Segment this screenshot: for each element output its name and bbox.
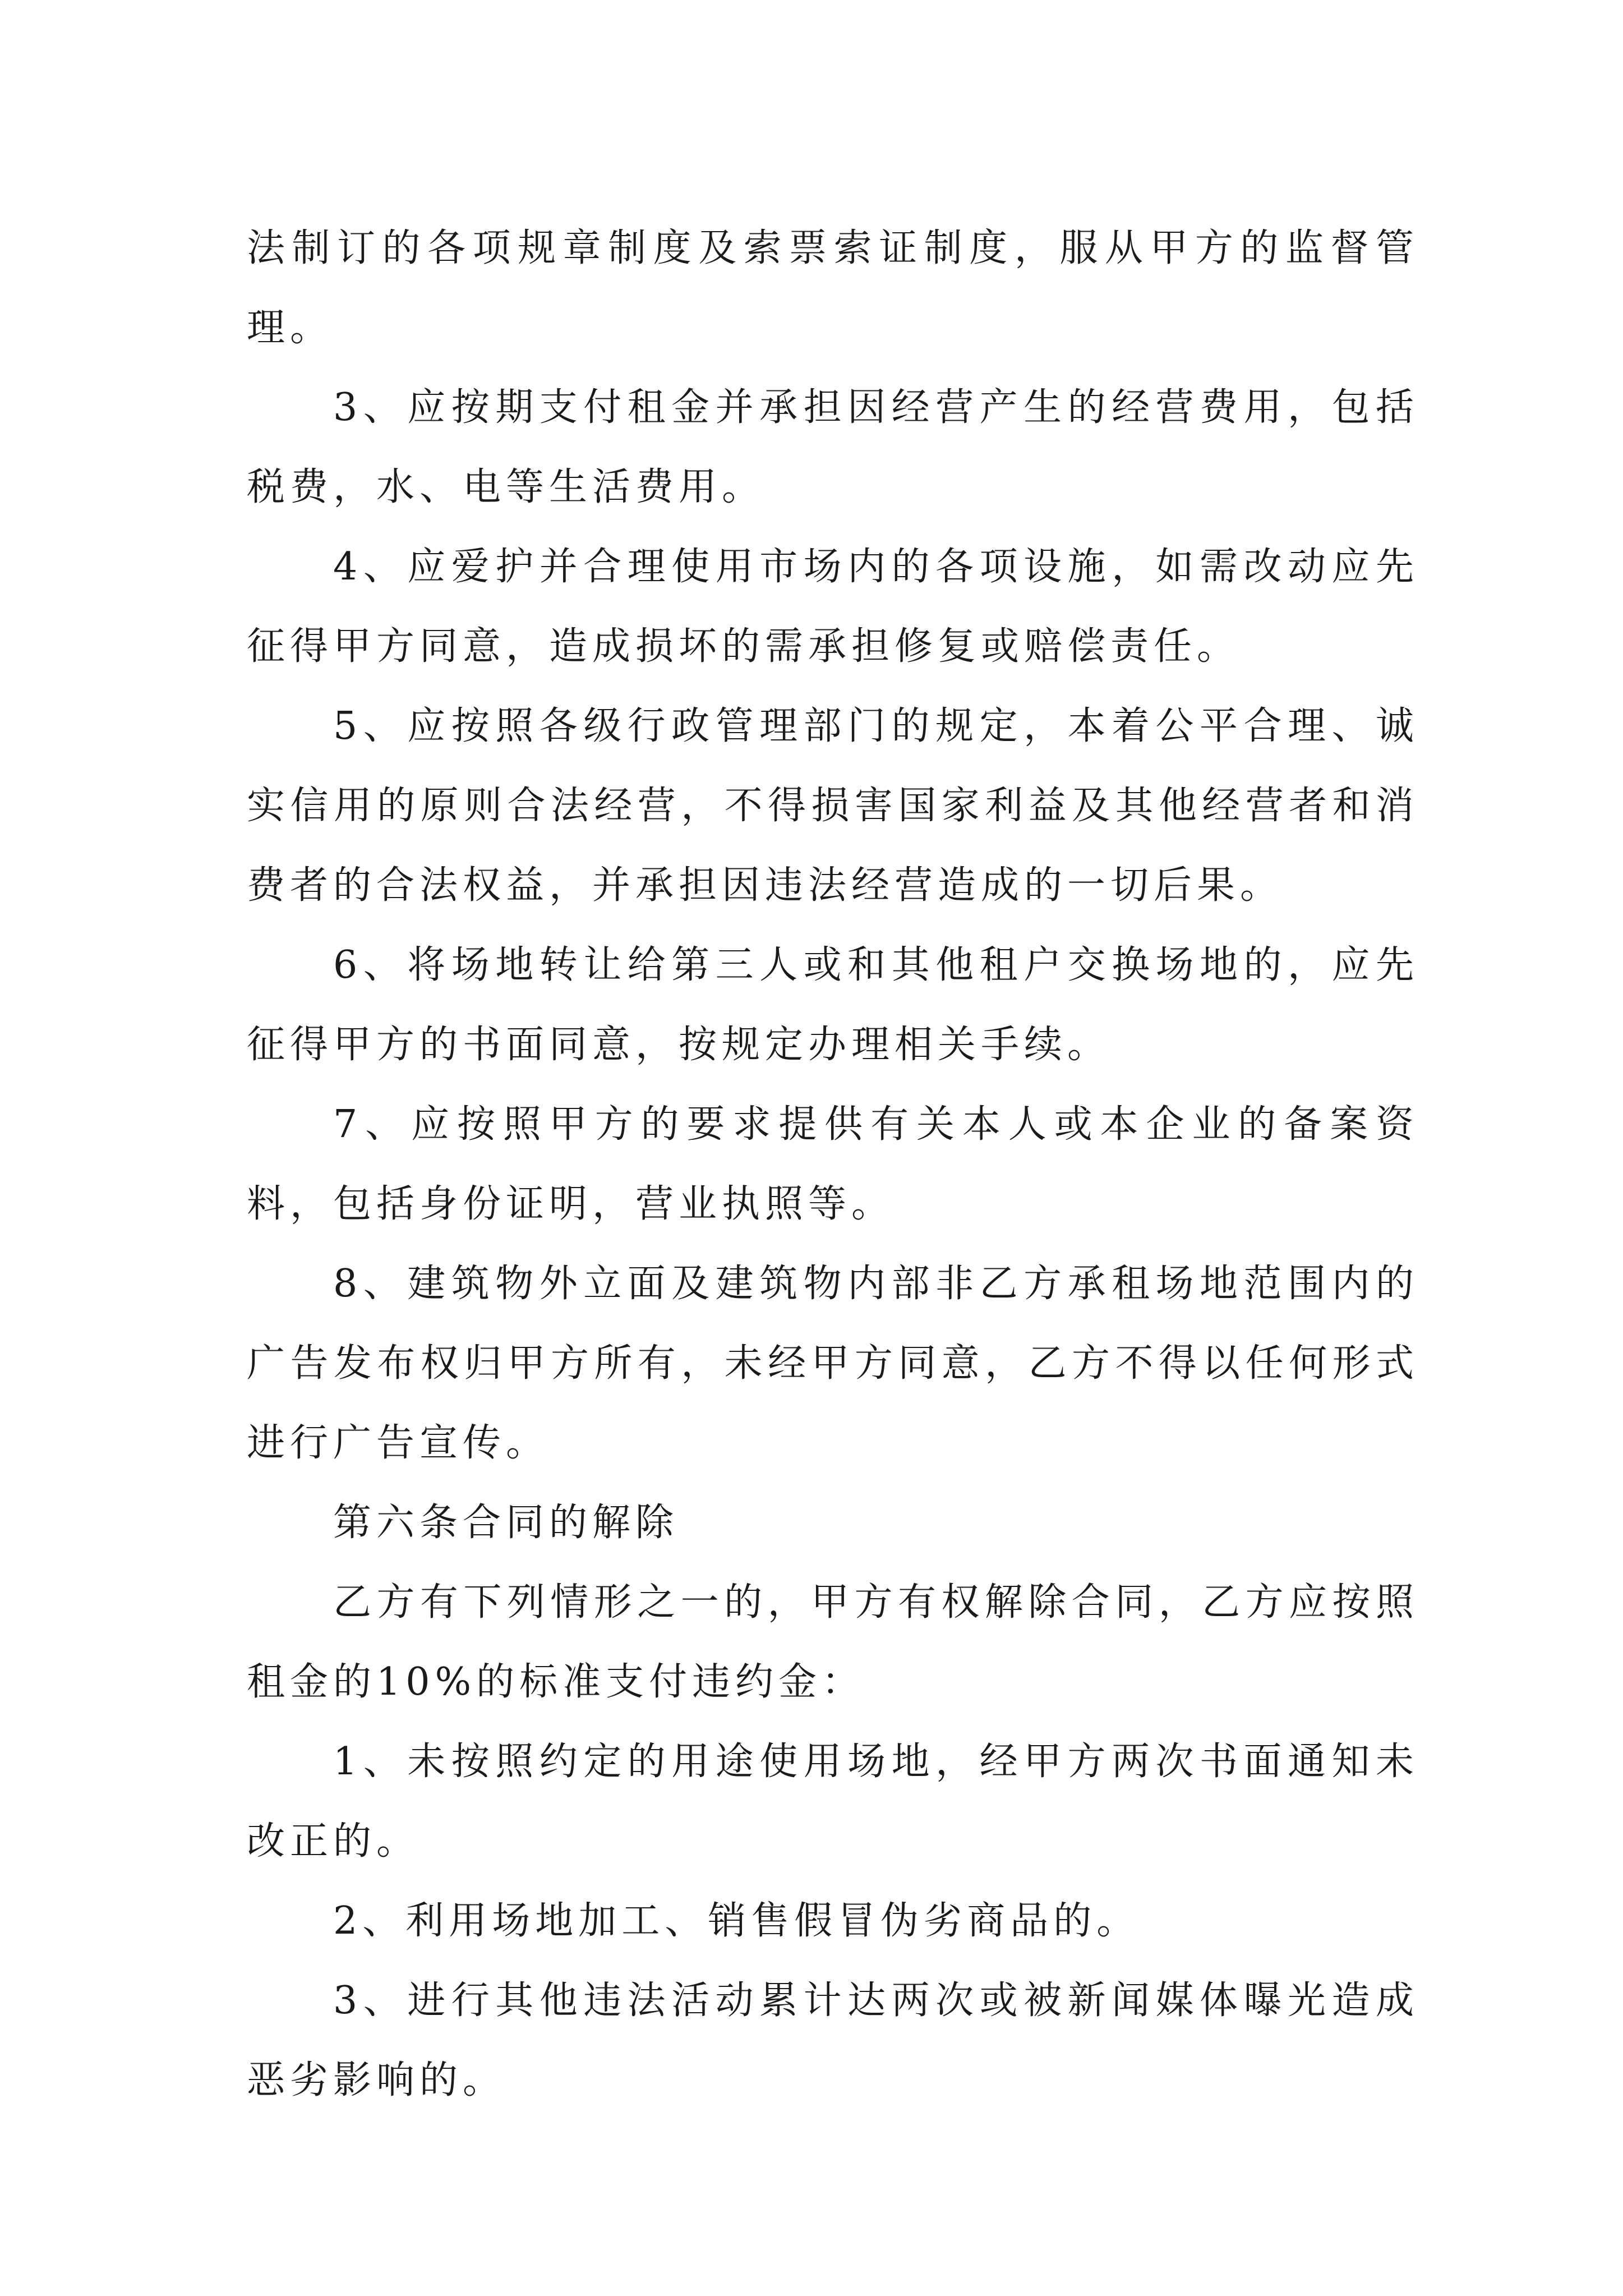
paragraph-termination-2: 2、利用场地加工、销售假冒伪劣商品的。 [333, 1899, 1140, 1943]
paragraph-item-4: 4、应爱护并合理使用市场内的各项设施，如需改动应先征得甲方同意，造成损坏的需承担修复或赔偿责任。 [247, 545, 1419, 669]
paragraph-item-8: 8、建筑物外立面及建筑物内部非乙方承租场地范围内的广告发布权归甲方所有，未经甲方同意，乙方不得以任何形式进行广告宣传。 [247, 1262, 1419, 1465]
paragraph-termination-1: 1、未按照约定的用途使用场地，经甲方两次书面通知未改正的。 [247, 1740, 1419, 1864]
paragraph-item-6: 6、将场地转让给第三人或和其他租户交换场地的，应先征得甲方的书面同意，按规定办理相关手续。 [247, 943, 1419, 1067]
document-body [247, 209, 1419, 2120]
paragraph-termination-intro: 乙方有下列情形之一的，甲方有权解除合同，乙方应按照租金的10%的标准支付违约金： [247, 1580, 1419, 1704]
paragraph-item-5: 5、应按照各级行政管理部门的规定，本着公平合理、诚实信用的原则合法经营，不得损害国家利益及其他经营者和消费者的合法权益，并承担因违法经营造成的一切后果。 [247, 704, 1419, 908]
paragraph-continuation: 法制订的各项规章制度及索票索证制度，服从甲方的监督管理。 [247, 226, 1419, 350]
section-heading: 第六条合同的解除 [333, 1501, 679, 1545]
paragraph-item-3: 3、应按期支付租金并承担因经营产生的经营费用，包括税费，水、电等生活费用。 [247, 385, 1419, 509]
paragraph-item-7: 7、应按照甲方的要求提供有关本人或本企业的备案资料，包括身份证明，营业执照等。 [247, 1102, 1419, 1226]
paragraph-termination-3: 3、进行其他违法活动累计达两次或被新闻媒体曝光造成恶劣影响的。 [247, 1978, 1419, 2102]
